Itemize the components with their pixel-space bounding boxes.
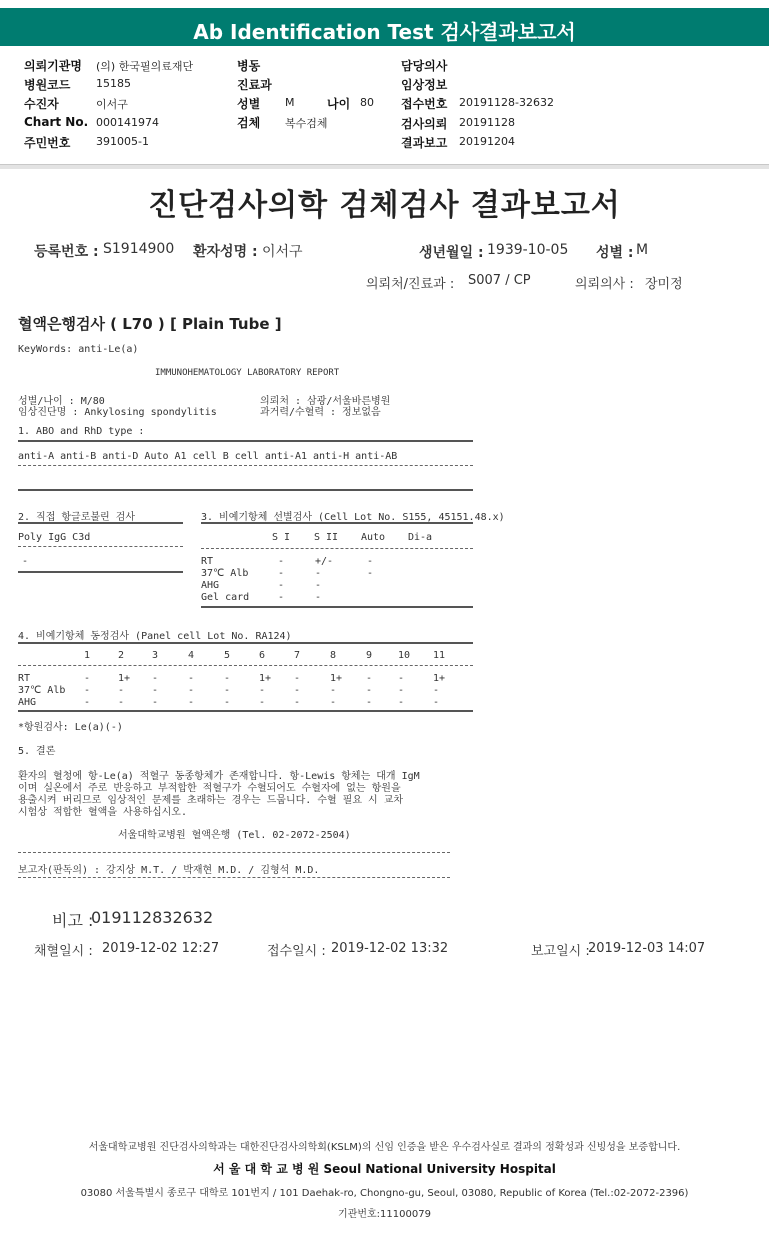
dashed-rule	[18, 665, 473, 666]
referrer: 의뢰처 : 삼광/서울바른병원	[260, 396, 391, 407]
certification-text: 서울대학교병원 진단검사의학과는 대한진단검사의학회(KSLM)의 신임 인증을 받은 우수검사실로 결과의 정확성과 신빙성을 보증합니다.	[88, 1142, 681, 1153]
remark-value: 019112832632	[91, 908, 214, 927]
header-value: 80	[360, 96, 374, 109]
institution-number: 기관번호:11100079	[338, 1209, 431, 1220]
panel-cell: -	[398, 685, 405, 696]
dashed-rule	[18, 546, 183, 547]
panel-cell-header: 4	[188, 650, 195, 661]
header-label: 검체	[237, 116, 261, 130]
remark-label: 비고 :	[52, 911, 94, 930]
panel-cell: -	[84, 685, 91, 696]
panel-cell: -	[188, 673, 195, 684]
diagnosis: 임상진단명 : Ankylosing spondylitis	[18, 407, 217, 418]
panel-cell: 1+	[259, 673, 272, 684]
panel-cell: -	[366, 685, 373, 696]
antigen-test: *항원검사: Le(a)(-)	[18, 722, 123, 733]
header-label: Chart No.	[24, 115, 89, 129]
screening-cell: -	[315, 592, 322, 603]
header-label: 진료과	[237, 78, 272, 92]
screening-cell: -	[278, 556, 285, 567]
screening-row-label: RT	[201, 556, 214, 567]
blood-bank-contact: 서울대학교병원 혈액은행 (Tel. 02-2072-2504)	[118, 830, 351, 841]
s3-header: Di-a	[408, 532, 433, 543]
panel-cell-header: 9	[366, 650, 373, 661]
panel-cell: -	[330, 697, 337, 708]
panel-cell: -	[84, 673, 91, 684]
s5-title: 5. 결론	[18, 746, 56, 757]
panel-cell-header: 10	[398, 650, 411, 661]
panel-cell-header: 6	[259, 650, 266, 661]
panel-cell: -	[294, 673, 301, 684]
header-value: 복수검체	[285, 117, 328, 130]
panel-cell: 1+	[433, 673, 446, 684]
panel-cell: -	[398, 673, 405, 684]
dashed-rule	[18, 852, 450, 853]
panel-cell: 1+	[330, 673, 343, 684]
screening-cell: -	[278, 568, 285, 579]
panel-row-label: 37℃ Alb	[18, 685, 66, 696]
screening-row-label: 37℃ Alb	[201, 568, 249, 579]
hospital-address: 03080 서울특별시 종로구 대학로 101번지 / 101 Daehak-ro, Chongno-gu, Seoul, 03080, Republic of Korea (Tel.:02-2072-2396)	[80, 1188, 689, 1199]
receive-value: 2019-12-02 13:32	[331, 941, 449, 956]
double-rule	[18, 522, 183, 524]
panel-cell: -	[224, 673, 231, 684]
double-rule	[18, 571, 183, 573]
section-divider	[0, 164, 769, 169]
panel-cell: -	[84, 697, 91, 708]
s3-header: S II	[314, 532, 339, 543]
dob-label: 생년월일 :	[419, 245, 484, 261]
document-title: 진단검사의학 검체검사 결과보고서	[148, 188, 621, 223]
report-label: 보고일시 :	[531, 944, 590, 959]
doctor-value: 장미정	[645, 277, 683, 292]
panel-row-label: AHG	[18, 697, 37, 708]
header-value: 391005-1	[96, 135, 149, 148]
panel-cell: -	[152, 673, 159, 684]
header-label: 수진자	[24, 97, 59, 111]
dept-value: S007 / CP	[468, 273, 531, 288]
panel-cell-header: 7	[294, 650, 301, 661]
doctor-label: 의뢰의사 :	[575, 277, 634, 292]
screening-cell: -	[278, 592, 285, 603]
name-value: 이서구	[262, 244, 303, 260]
double-rule	[201, 522, 473, 524]
conclusion-line: 이며 실온에서 주로 반응하고 부적합한 적혈구가 수혈되어도 수혈자에 없는 항원을	[18, 783, 401, 794]
double-rule	[18, 440, 473, 442]
panel-cell: -	[259, 685, 266, 696]
screening-cell: -	[367, 568, 374, 579]
banner-title: Ab Identification Test 검사결과보고서	[193, 20, 576, 44]
s2-title: 2. 직접 항글로불린 검사	[18, 512, 136, 523]
double-rule	[18, 642, 473, 644]
panel-cell-header: 1	[84, 650, 91, 661]
panel-cell: -	[152, 697, 159, 708]
panel-cell: -	[294, 685, 301, 696]
double-rule	[201, 606, 473, 608]
panel-cell-header: 11	[433, 650, 446, 661]
header-label: 성별	[237, 97, 261, 111]
panel-cell: -	[188, 697, 195, 708]
header-value: 이서구	[96, 98, 128, 111]
s1-title: 1. ABO and RhD type :	[18, 426, 145, 437]
panel-cell: -	[188, 685, 195, 696]
dashed-rule	[201, 548, 473, 549]
report-value: 2019-12-03 14:07	[588, 941, 706, 956]
s3-header: S I	[272, 532, 291, 543]
s3-title: 3. 비예기항체 선별검사 (Cell Lot No. S155, 45151.48.x)	[201, 512, 505, 523]
header-label: 담당의사	[401, 59, 448, 73]
screening-row-label: Gel card	[201, 592, 250, 603]
screening-cell: -	[315, 568, 322, 579]
dashed-rule	[18, 465, 473, 466]
collect-value: 2019-12-02 12:27	[102, 941, 220, 956]
panel-cell-header: 5	[224, 650, 231, 661]
screening-cell: -	[367, 556, 374, 567]
header-value: 000141974	[96, 116, 159, 129]
sex-label: 성별 :	[596, 245, 634, 261]
panel-cell: -	[152, 685, 159, 696]
header-label: 병동	[237, 59, 261, 73]
panel-cell: -	[433, 697, 440, 708]
conclusion-line: 용출시켜 버리므로 임상적인 문제를 초래하는 경우는 드뭅니다. 수혈 필요 시 교차	[18, 795, 404, 806]
sex-age: 성별/나이 : M/80	[18, 396, 105, 407]
header-value: M	[285, 96, 295, 109]
panel-cell: -	[224, 685, 231, 696]
header-label: 의뢰기관명	[24, 59, 82, 73]
dashed-rule	[18, 877, 450, 878]
reg-value: S1914900	[103, 241, 175, 257]
s1-headers: anti-A anti-B anti-D Auto A1 cell B cell anti-A1 anti-H anti-AB	[18, 451, 398, 462]
header-value: 20191204	[459, 135, 515, 148]
header-label: 나이	[327, 97, 351, 111]
s2-value: -	[22, 556, 29, 567]
header-value: 15185	[96, 77, 131, 90]
header-label: 검사의뢰	[401, 117, 448, 131]
panel-cell-header: 2	[118, 650, 125, 661]
screening-cell: -	[315, 580, 322, 591]
panel-cell: 1+	[118, 673, 131, 684]
double-rule	[18, 489, 473, 491]
header-label: 임상정보	[401, 78, 448, 92]
name-label: 환자성명 :	[193, 244, 258, 260]
header-value: 20191128	[459, 116, 515, 129]
panel-cell: -	[118, 697, 125, 708]
screening-cell: -	[278, 580, 285, 591]
panel-cell-header: 8	[330, 650, 337, 661]
panel-cell: -	[224, 697, 231, 708]
hospital-name: 서 울 대 학 교 병 원 Seoul National University Hospital	[213, 1162, 556, 1176]
panel-cell: -	[118, 685, 125, 696]
header-value: (의) 한국필의료재단	[96, 60, 194, 73]
panel-cell: -	[294, 697, 301, 708]
screening-row-label: AHG	[201, 580, 220, 591]
panel-row-label: RT	[18, 673, 31, 684]
double-rule	[18, 710, 473, 712]
s3-header: Auto	[361, 532, 386, 543]
panel-cell: -	[259, 697, 266, 708]
header-label: 접수번호	[401, 97, 448, 111]
history: 과거력/수혈력 : 정보없음	[260, 407, 381, 418]
keywords: KeyWords: anti-Le(a)	[18, 344, 139, 355]
conclusion-line: 시험상 적합한 혈액을 사용하십시오.	[18, 807, 187, 818]
dob-value: 1939-10-05	[487, 242, 569, 258]
panel-cell: -	[398, 697, 405, 708]
dept-label: 의뢰처/진료과 :	[366, 277, 455, 292]
lab-report-title: IMMUNOHEMATOLOGY LABORATORY REPORT	[155, 368, 340, 378]
receive-label: 접수일시 :	[267, 944, 326, 959]
panel-cell: -	[366, 673, 373, 684]
panel-cell: -	[366, 697, 373, 708]
screening-cell: +/-	[315, 556, 334, 567]
section-title: 혈액은행검사 ( L70 ) [ Plain Tube ]	[18, 315, 282, 333]
header-label: 주민번호	[24, 136, 71, 150]
reporters: 보고자(판독의) : 강지상 M.T. / 박재현 M.D. / 김형석 M.D.	[18, 865, 320, 876]
reg-label: 등록번호 :	[34, 244, 99, 260]
conclusion-line: 환자의 혈청에 항-Le(a) 적혈구 동종항체가 존재합니다. 항-Lewis 항체는 대개 IgM	[18, 771, 420, 782]
header-value: 20191128-32632	[459, 96, 554, 109]
sex-value: M	[636, 242, 649, 258]
collect-label: 채혈일시 :	[34, 944, 93, 959]
header-label: 결과보고	[401, 136, 448, 150]
panel-cell: -	[433, 685, 440, 696]
header-label: 병원코드	[24, 78, 71, 92]
panel-cell-header: 3	[152, 650, 159, 661]
s4-title: 4. 비예기항체 동정검사 (Panel cell Lot No. RA124)	[18, 631, 292, 642]
panel-cell: -	[330, 685, 337, 696]
s2-headers: Poly IgG C3d	[18, 532, 91, 543]
